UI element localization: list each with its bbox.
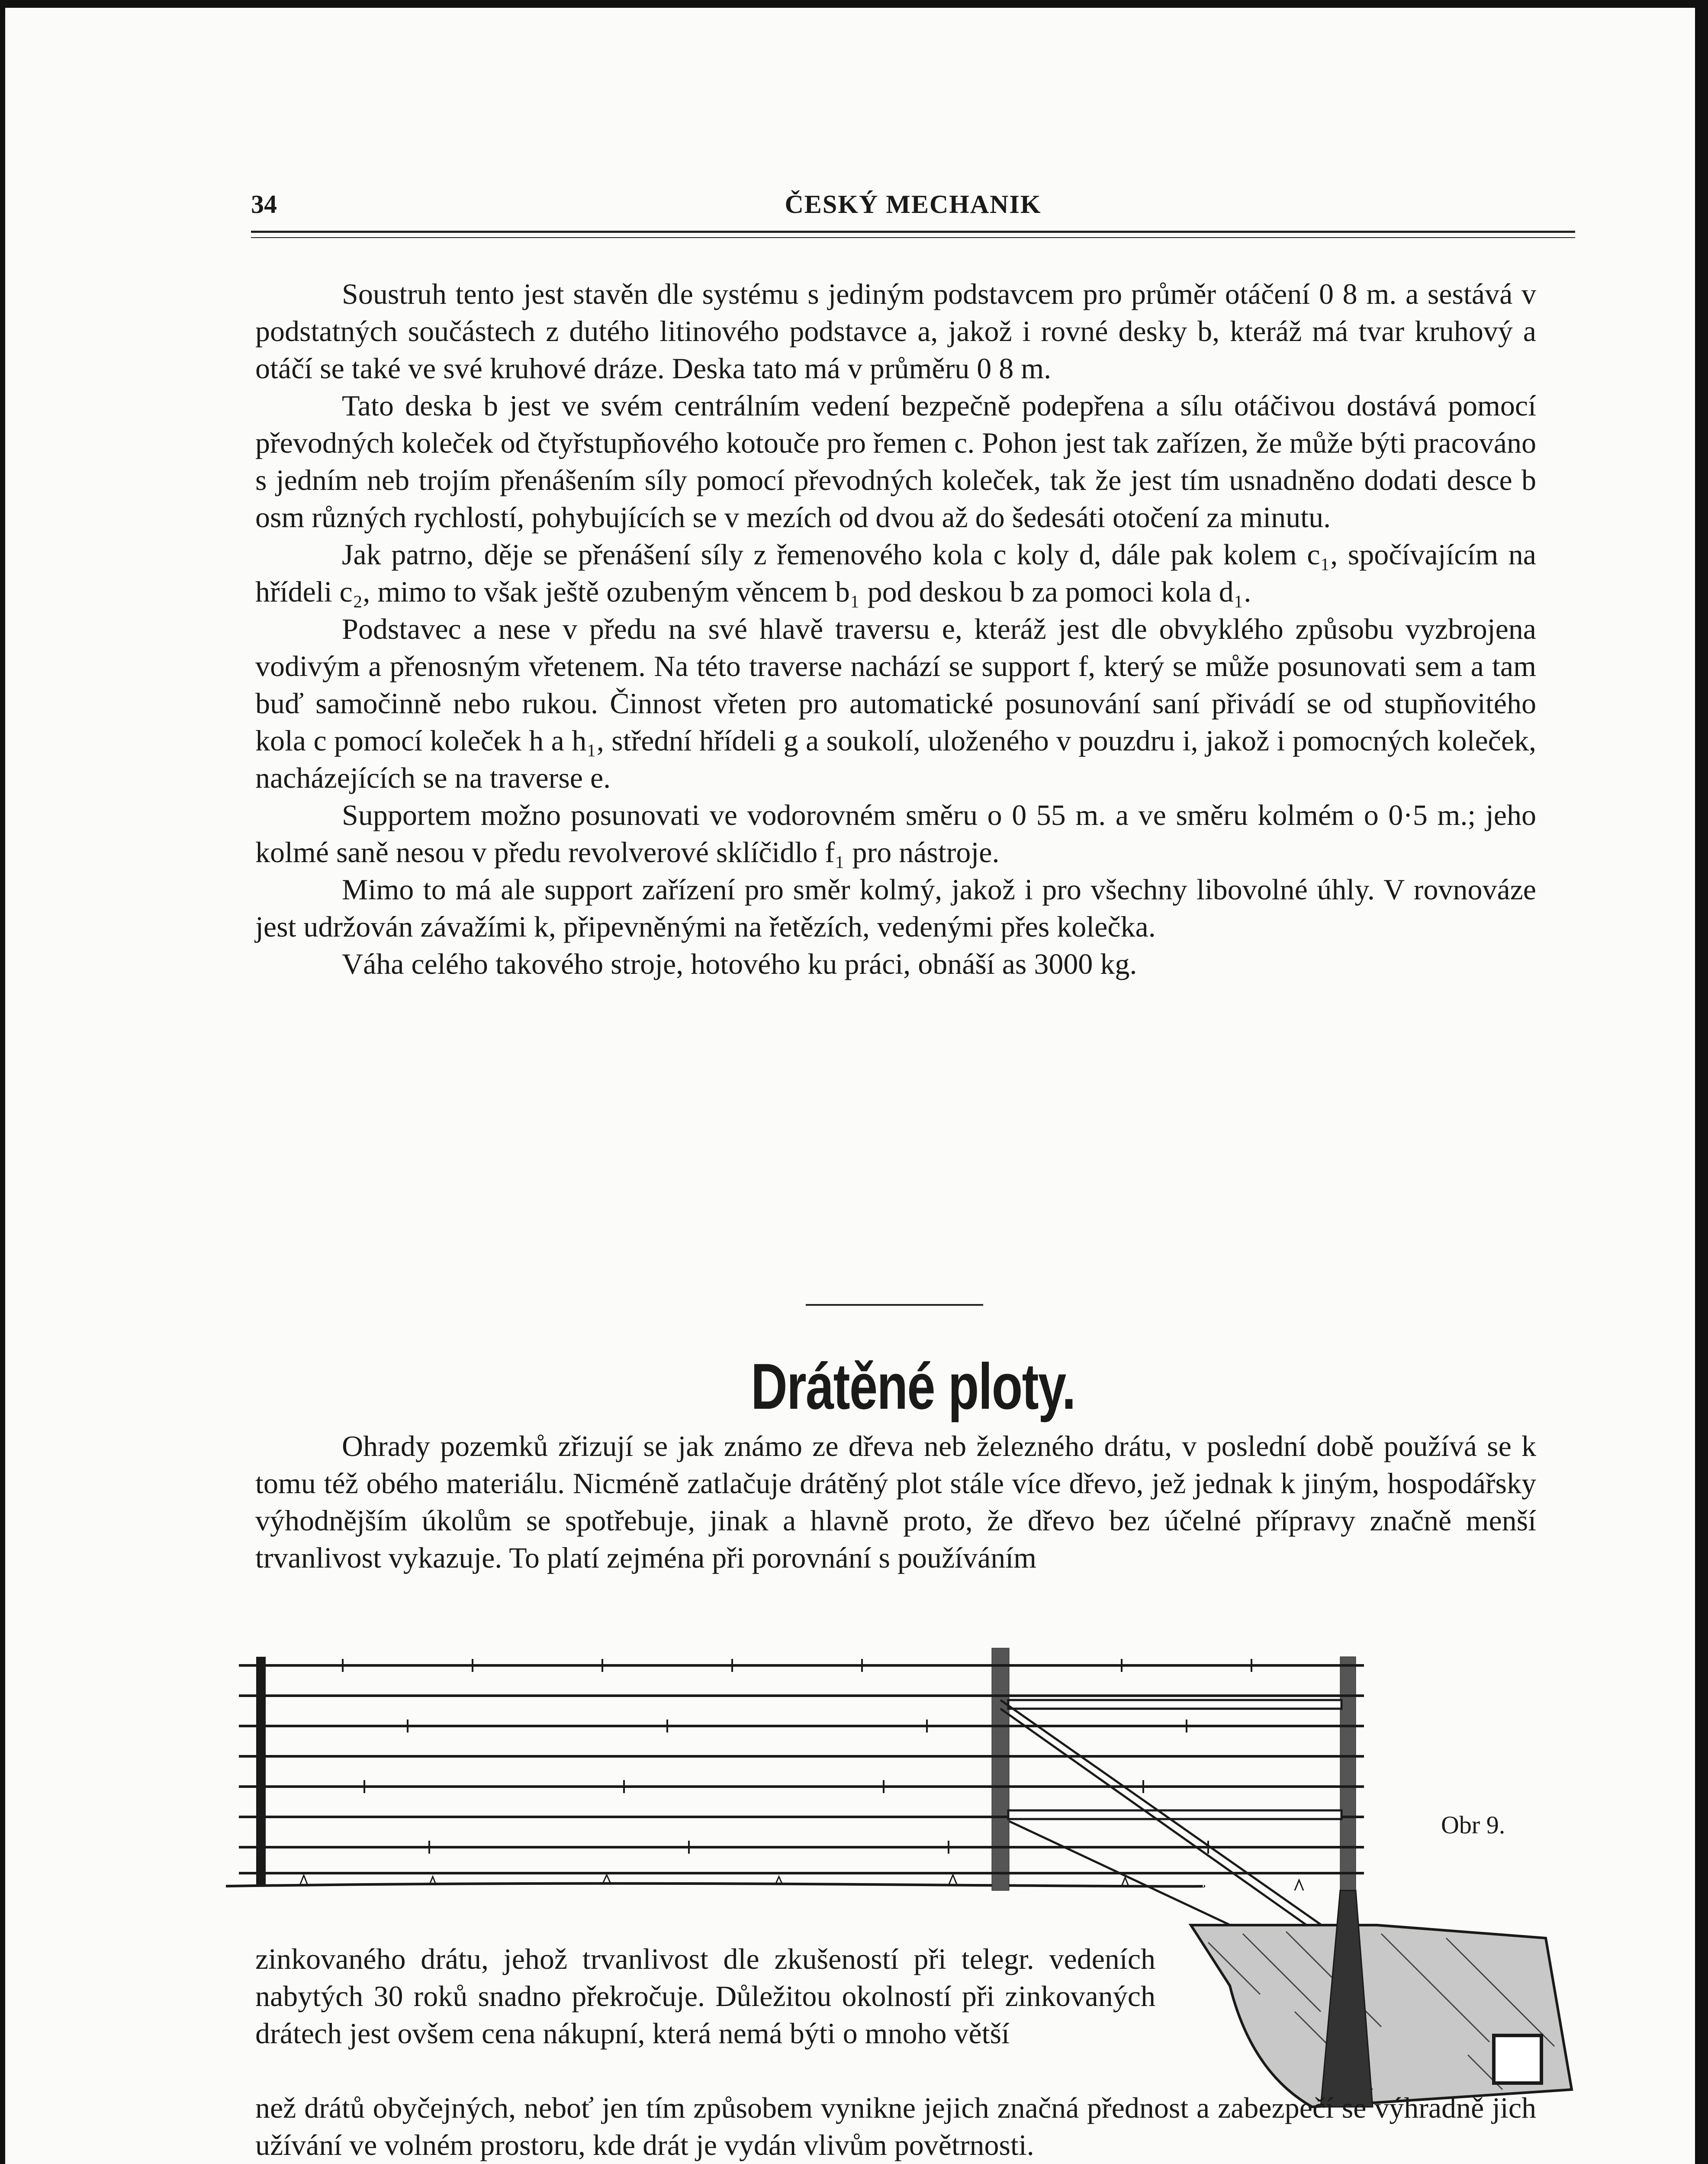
section-title: Drátěné ploty. bbox=[751, 1350, 1075, 1423]
section-separator bbox=[806, 1304, 983, 1306]
paragraph: než drátů obyčejných, neboť jen tím způsobem vynikne jejich značná přednost a zabezpečí se výhradně jich užívání ve volném prostoru, kde drát je vydán vlivům povětrnosti. bbox=[255, 2091, 1536, 2161]
running-header bbox=[251, 190, 1575, 220]
page-number: 34 bbox=[251, 190, 277, 219]
article-fence-beside-figure bbox=[255, 1940, 1155, 2052]
article-fence-intro bbox=[255, 1427, 1536, 1576]
page bbox=[5, 8, 1695, 2164]
paragraph: Tato deska b jest ve svém centrálním vedení bezpečně podepřena a sílu otáčivou dostává pomocí převodných koleček od čtyřstupňového kotouče pro řemen c. Pohon jest tak zařízen, že může býti pracováno s jedním neb trojím přenášením síly pomocí převodných koleček, tak že jest tím usnadněno dodati desce b osm různých rychlostí, pohybujících se v mezích od dvou až do šedesáti otočení za minutu. bbox=[255, 389, 1536, 534]
article-fence-after-figure bbox=[255, 2089, 1536, 2164]
paragraph: Podstavec a nese v předu na své hlavě traversu e, kteráž jest dle obvyklého způsobu vyzbrojena vodivým a přenosným vřetenem. Na této traverse nachází se support f, který se může posunovati sem a tam buď samočinně nebo rukou. Činnost vřeten pro automatické posunování saní přivádí se od stupňovitého kola c pomocí koleček h a h₁, střední hřídeli g a soukolí, uloženého v pouzdru i, jakož i pomocných koleček, nacházejících se na traverse e. bbox=[255, 612, 1536, 794]
article-lathe-text bbox=[255, 275, 1536, 982]
paragraph: Váha celého takového stroje, hotového ku práci, obnáší as 3000 kg. bbox=[342, 947, 1137, 980]
paragraph: Jak patrno, děje se přenášení síly z řemenového kola c koly d, dále pak kolem c₁, spočívajícím na hřídeli c₂, mimo to však ještě ozubeným věncem b₁ pod deskou b za pomoci kola d₁. bbox=[255, 538, 1536, 608]
running-title: ČESKÝ MECHANIK bbox=[785, 190, 1042, 219]
paragraph: Ohrady pozemků zřizují se jak známo ze dřeva neb železného drátu, v poslední době používá se k tomu též obého materiálu. Nicméně zatlačuje drátěný plot stále více dřevo, jež jednak k jiným, hospodářsky výhodnějším úkolům se spotřebuje, jinak a hlavně proto, že dřevo bez účelné přípravy značně menší trvanlivost vykazuje. To platí zejména při porovnání s používáním bbox=[255, 1430, 1536, 1574]
header-rule-thick bbox=[251, 231, 1575, 233]
paragraph: Soustruh tento jest stavěn dle systému s jediným podstavcem pro průměr otáčení 0 8 m. a sestává v podstatných součástech z dutého litinového podstavce a, jakož i rovné desky b, kteráž má tvar kruhový a otáčí se také ve své kruhové dráze. Deska tato má v průměru 0 8 m. bbox=[255, 277, 1536, 385]
figure-label: Obr 9. bbox=[1441, 1811, 1505, 1839]
paragraph: Mimo to má ale support zařízení pro směr kolmý, jakož i pro všechny libovolné úhly. V rovnováze jest udržován závažími k, připevněnými na řetězích, vedenými přes kolečka. bbox=[255, 873, 1536, 943]
header-rule-thin bbox=[251, 237, 1575, 238]
paragraph: zinkovaného drátu, jehož trvanlivost dle zkušeností při telegr. vedeních nabytých 30 roků snadno překročuje. Důležitou okolností při zinkovaných drátech jest ovšem cena nákupní, která nemá býti o mnoho větší bbox=[255, 1942, 1155, 2050]
paragraph: Supportem možno posunovati ve vodorovném směru o 0 55 m. a ve směru kolmém o 0·5 m.; jeho kolmé saně nesou v předu revolverové sklíčidlo f₁ pro nástroje. bbox=[255, 799, 1536, 869]
